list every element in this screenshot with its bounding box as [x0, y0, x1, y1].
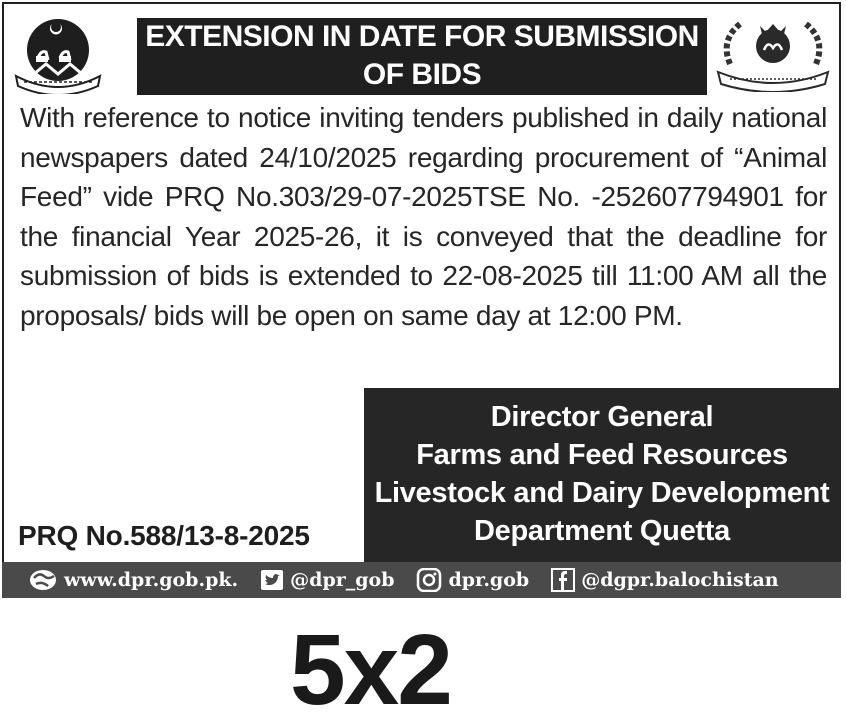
- footer-facebook[interactable]: [551, 568, 778, 592]
- footer-bar: [2, 562, 841, 598]
- signature-line-4: Department Quetta: [474, 515, 730, 547]
- notice-body: With reference to notice inviting tenders published in daily national newspapers dated 24/10/2025 regarding procurement of “Animal Feed” vide PRQ No.303/29-07-2025TSE No. -252607794901 for the financial Year 2025-26, it is conveyed that the deadline for submission of bids is extended to 22-08-2025 till 11:00 AM all the proposals/ bids will be open on same day at 12:00 PM.: [20, 102, 827, 331]
- twitter-handle[interactable]: @dpr_gob: [290, 569, 395, 591]
- signature-line-3: Livestock and Dairy Development: [374, 477, 830, 509]
- dgpr-balochistan-emblem-icon: [712, 16, 834, 92]
- notice-title: EXTENSION IN DATE FOR SUBMISSION OF BIDS: [137, 18, 707, 95]
- signature-line-2: Farms and Feed Resources: [416, 439, 788, 471]
- signature-line-1: Director General: [490, 401, 714, 433]
- ad-size-label: 5x2: [290, 614, 451, 726]
- footer-instagram[interactable]: [416, 568, 529, 592]
- facebook-handle[interactable]: @dgpr.balochistan: [581, 569, 779, 591]
- instagram-handle[interactable]: dpr.gob: [448, 569, 530, 591]
- footer-twitter[interactable]: [260, 569, 394, 591]
- government-of-balochistan-emblem-icon: [12, 16, 104, 94]
- prq-reference: PRQ No.588/13-8-2025: [18, 520, 310, 551]
- footer-website[interactable]: [28, 568, 238, 592]
- website-link[interactable]: www.dpr.gob.pk.: [64, 569, 239, 591]
- facebook-icon: [551, 568, 575, 592]
- globe-icon: [28, 568, 58, 592]
- instagram-icon: [416, 568, 442, 592]
- signature-block: [364, 388, 840, 562]
- twitter-icon: [260, 569, 284, 591]
